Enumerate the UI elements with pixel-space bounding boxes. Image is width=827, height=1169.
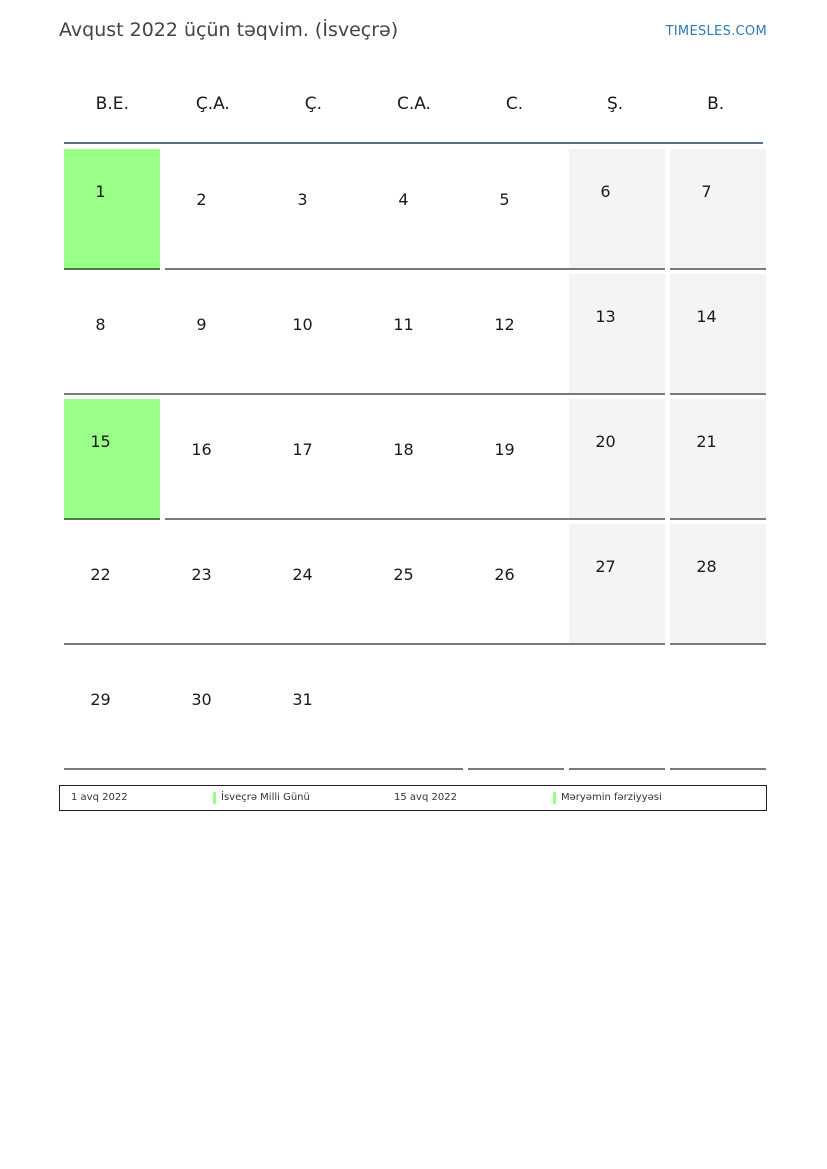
day-number: 10 <box>292 315 313 334</box>
day-number: 9 <box>196 315 207 334</box>
day-cell[interactable] <box>165 399 266 520</box>
day-number: 3 <box>297 190 308 209</box>
day-number: 17 <box>292 440 313 459</box>
day-cell[interactable] <box>266 399 367 520</box>
weekday-saturday: Ş. <box>606 94 624 114</box>
day-number: 25 <box>393 565 414 584</box>
day-number: 26 <box>494 565 515 584</box>
day-cell[interactable] <box>670 149 766 270</box>
weekday-wednesday: Ç. <box>304 94 323 114</box>
legend-swatch <box>213 792 216 804</box>
weekday-thursday: C.A. <box>396 94 431 114</box>
legend-swatch <box>553 792 556 804</box>
day-number: 2 <box>196 190 207 209</box>
day-cell[interactable] <box>670 524 766 645</box>
day-number: 11 <box>393 315 414 334</box>
legend-date: 15 avq 2022 <box>394 792 457 803</box>
day-number: 21 <box>696 432 717 451</box>
day-cell[interactable] <box>64 649 165 770</box>
day-number: 23 <box>191 565 212 584</box>
brand-link[interactable]: TIMESLES.COM <box>665 24 767 39</box>
day-number: 28 <box>696 557 717 576</box>
day-cell[interactable] <box>64 399 160 520</box>
weekday-monday: B.E. <box>95 94 129 114</box>
day-cell[interactable] <box>266 649 367 770</box>
day-cell[interactable] <box>468 149 569 270</box>
day-cell[interactable] <box>670 274 766 395</box>
day-number: 16 <box>191 440 212 459</box>
day-cell[interactable] <box>569 399 665 520</box>
page-title: Avqust 2022 üçün təqvim. (İsveçrə) <box>59 19 399 41</box>
calendar-grid <box>64 149 766 770</box>
day-number: 8 <box>95 315 106 334</box>
day-number: 13 <box>595 307 616 326</box>
day-number: 31 <box>292 690 313 709</box>
day-number: 4 <box>398 190 409 209</box>
empty-day-cell <box>468 649 564 770</box>
day-cell[interactable] <box>569 149 665 270</box>
weekday-header-row <box>62 86 766 122</box>
day-number: 14 <box>696 307 717 326</box>
day-number: 1 <box>95 182 106 201</box>
empty-day-cell <box>367 649 463 770</box>
day-cell[interactable] <box>468 524 569 645</box>
weekday-sunday: B. <box>707 94 725 114</box>
legend-holiday-name: Məryəmin fərziyyəsi <box>561 792 662 803</box>
day-cell[interactable] <box>468 399 569 520</box>
day-cell[interactable] <box>670 399 766 520</box>
day-number: 29 <box>90 690 111 709</box>
day-cell[interactable] <box>64 524 165 645</box>
weekday-friday: C. <box>505 94 524 114</box>
day-cell[interactable] <box>569 274 665 395</box>
day-cell[interactable] <box>367 399 468 520</box>
day-cell[interactable] <box>266 274 367 395</box>
empty-day-cell <box>670 649 766 770</box>
day-cell[interactable] <box>569 524 665 645</box>
day-number: 19 <box>494 440 515 459</box>
day-number: 15 <box>90 432 111 451</box>
weekday-tuesday: Ç.A. <box>195 94 230 114</box>
day-number: 12 <box>494 315 515 334</box>
day-cell[interactable] <box>468 274 569 395</box>
day-number: 6 <box>600 182 611 201</box>
day-cell[interactable] <box>165 524 266 645</box>
day-cell[interactable] <box>266 149 367 270</box>
day-cell[interactable] <box>165 149 266 270</box>
day-number: 27 <box>595 557 616 576</box>
day-cell[interactable] <box>165 274 266 395</box>
header-divider <box>64 142 763 144</box>
day-number: 30 <box>191 690 212 709</box>
day-cell[interactable] <box>367 149 468 270</box>
legend-date: 1 avq 2022 <box>71 792 128 803</box>
holiday-legend <box>59 785 767 811</box>
day-number: 22 <box>90 565 111 584</box>
day-number: 24 <box>292 565 313 584</box>
day-cell[interactable] <box>367 524 468 645</box>
day-cell[interactable] <box>367 274 468 395</box>
day-cell[interactable] <box>165 649 266 770</box>
legend-holiday-name: İsveçrə Milli Günü <box>221 792 310 803</box>
day-number: 7 <box>701 182 712 201</box>
day-cell[interactable] <box>266 524 367 645</box>
day-number: 18 <box>393 440 414 459</box>
day-number: 20 <box>595 432 616 451</box>
empty-day-cell <box>569 649 665 770</box>
day-number: 5 <box>499 190 510 209</box>
day-cell[interactable] <box>64 149 160 270</box>
day-cell[interactable] <box>64 274 165 395</box>
